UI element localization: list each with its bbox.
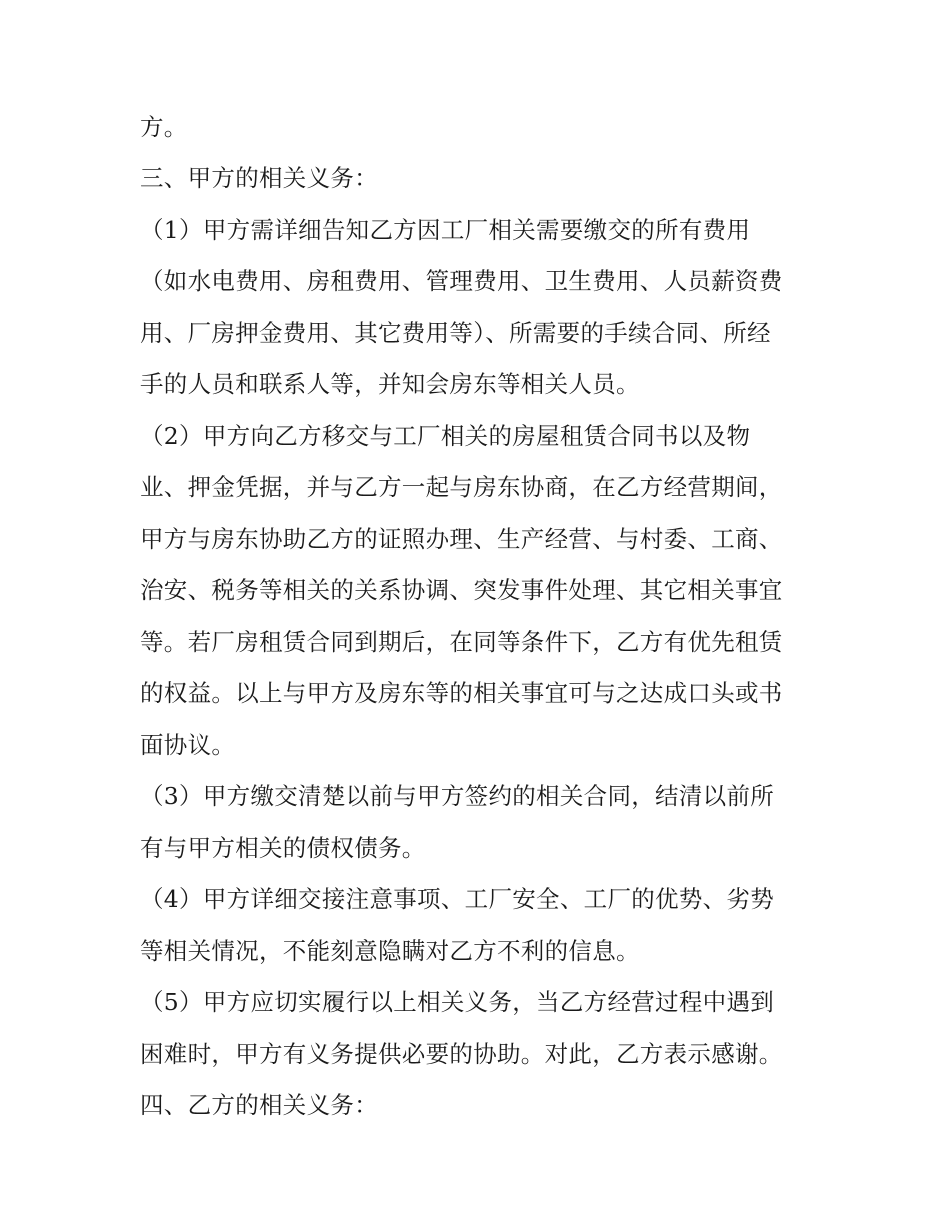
section-heading-party-a-obligations: 三、甲方的相关义务： — [140, 164, 378, 192]
clause-2-line-6: 的权益。以上与甲方及房东等的相关事宜可与之达成口头或书 — [140, 679, 783, 707]
clause-2-line-5: 等。若厂房租赁合同到期后，在同等条件下，乙方有优先租赁 — [140, 628, 783, 656]
clause-5-line-2: 困难时，甲方有义务提供必要的协助。对此，乙方表示感谢。 — [140, 1040, 783, 1068]
clause-2-line-1: （2）甲方向乙方移交与工厂相关的房屋租赁合同书以及物 — [140, 422, 751, 450]
clause-1-line-4: 手的人员和联系人等，并知会房东等相关人员。 — [140, 370, 640, 398]
clause-3-line-1: （3）甲方缴交清楚以前与甲方签约的相关合同，结清以前所 — [140, 782, 775, 810]
clause-1-line-1: （1）甲方需详细告知乙方因工厂相关需要缴交的所有费用 — [140, 216, 751, 244]
clause-2-line-2: 业、押金凭据，并与乙方一起与房东协商，在乙方经营期间， — [140, 473, 783, 501]
clause-1-line-2: （如水电费用、房租费用、管理费用、卫生费用、人员薪资费 — [140, 267, 783, 295]
clause-3-line-2: 有与甲方相关的债权债务。 — [140, 834, 426, 862]
clause-2-line-7: 面协议。 — [140, 731, 236, 759]
clause-2-line-4: 治安、税务等相关的关系协调、突发事件处理、其它相关事宜 — [140, 576, 783, 604]
clause-4-line-1: （4）甲方详细交接注意事项、工厂安全、工厂的优势、劣势 — [140, 885, 775, 913]
clause-2-line-3: 甲方与房东协助乙方的证照办理、生产经营、与村委、工商、 — [140, 525, 783, 553]
clause-5-line-1: （5）甲方应切实履行以上相关义务，当乙方经营过程中遇到 — [140, 988, 775, 1016]
section-heading-party-b-obligations: 四、乙方的相关义务： — [140, 1091, 378, 1119]
clause-1-line-3: 用、厂房押金费用、其它费用等）、所需要的手续合同、所经 — [140, 319, 771, 347]
paragraph-continuation: 方。 — [140, 113, 188, 141]
clause-4-line-2: 等相关情况，不能刻意隐瞒对乙方不利的信息。 — [140, 937, 640, 965]
